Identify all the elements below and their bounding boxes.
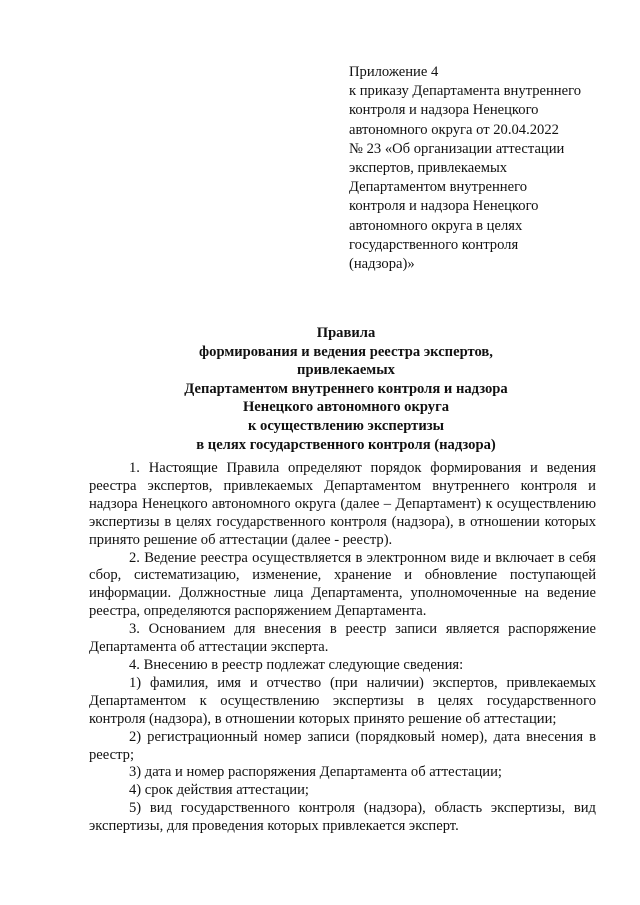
appendix-line: № 23 «Об организации аттестации: [349, 140, 565, 157]
appendix-line: Приложение 4: [349, 64, 439, 80]
title-line: Правила: [316, 325, 376, 341]
title-line: в целях государственного контроля (надзора): [196, 436, 496, 453]
list-item-4: 4) срок действия аттестации;: [129, 782, 309, 799]
appendix-line: контроля и надзора Ненецкого: [349, 102, 539, 119]
list-item-3: 3) дата и номер распоряжения Департамента об аттестации;: [129, 764, 502, 781]
paragraph-3: 3. Основанием для внесения в реестр записи является распоряжение Департамента об аттестации эксперта.: [89, 621, 596, 656]
paragraph-2: 2. Ведение реестра осуществляется в электронном виде и включает в себя сбор, систематизацию, изменение, хранение и обновление поступающей информации. Должностные лица Департамента, уполномоченные на ведение реестра, определяются распоряжением Департамента.: [89, 549, 596, 620]
appendix-line: (надзора)»: [349, 256, 415, 273]
appendix-line: контроля и надзора Ненецкого: [349, 198, 539, 215]
appendix-line: экспертов, привлекаемых: [349, 160, 508, 177]
title-line: Департаментом внутреннего контроля и надзора: [184, 380, 508, 397]
list-item-2: 2) регистрационный номер записи (порядковый номер), дата внесения в реестр;: [89, 728, 596, 763]
title-line: привлекаемых: [297, 362, 395, 379]
paragraph-1: 1. Настоящие Правила определяют порядок формирования и ведения реестра экспертов, привлекаемых Департаментом внутреннего контроля и надзора Ненецкого автономного округа (далее – Департамент) к осуществлению экспертизы в целях государственного контроля (надзора), в отношении которых принято решение об аттестации (далее - реестр).: [89, 460, 596, 548]
paragraph-4: 4. Внесению в реестр подлежат следующие сведения:: [129, 656, 464, 673]
appendix-line: государственного контроля: [349, 236, 519, 253]
appendix-line: Департаментом внутреннего: [349, 179, 527, 196]
appendix-line: к приказу Департамента внутреннего: [349, 83, 581, 100]
appendix-line: автономного округа от 20.04.2022: [349, 121, 559, 138]
appendix-line: автономного округа в целях: [349, 217, 523, 234]
title-line: Ненецкого автономного округа: [242, 399, 450, 416]
document-body: [89, 460, 596, 836]
title-line: к осуществлению экспертизы: [247, 417, 444, 434]
list-item-1: 1) фамилия, имя и отчество (при наличии) экспертов, привлекаемых Департаментом к осуществлению экспертизы в целях государственного контроля (надзора), в отношении которых принято решение об аттестации;: [89, 674, 596, 727]
title-line: формирования и ведения реестра экспертов,: [199, 343, 493, 360]
appendix-header: [349, 63, 601, 274]
list-item-5: 5) вид государственного контроля (надзора), область экспертизы, вид экспертизы, для проведения которых привлекается эксперт.: [89, 800, 596, 835]
document-title: [80, 324, 612, 454]
